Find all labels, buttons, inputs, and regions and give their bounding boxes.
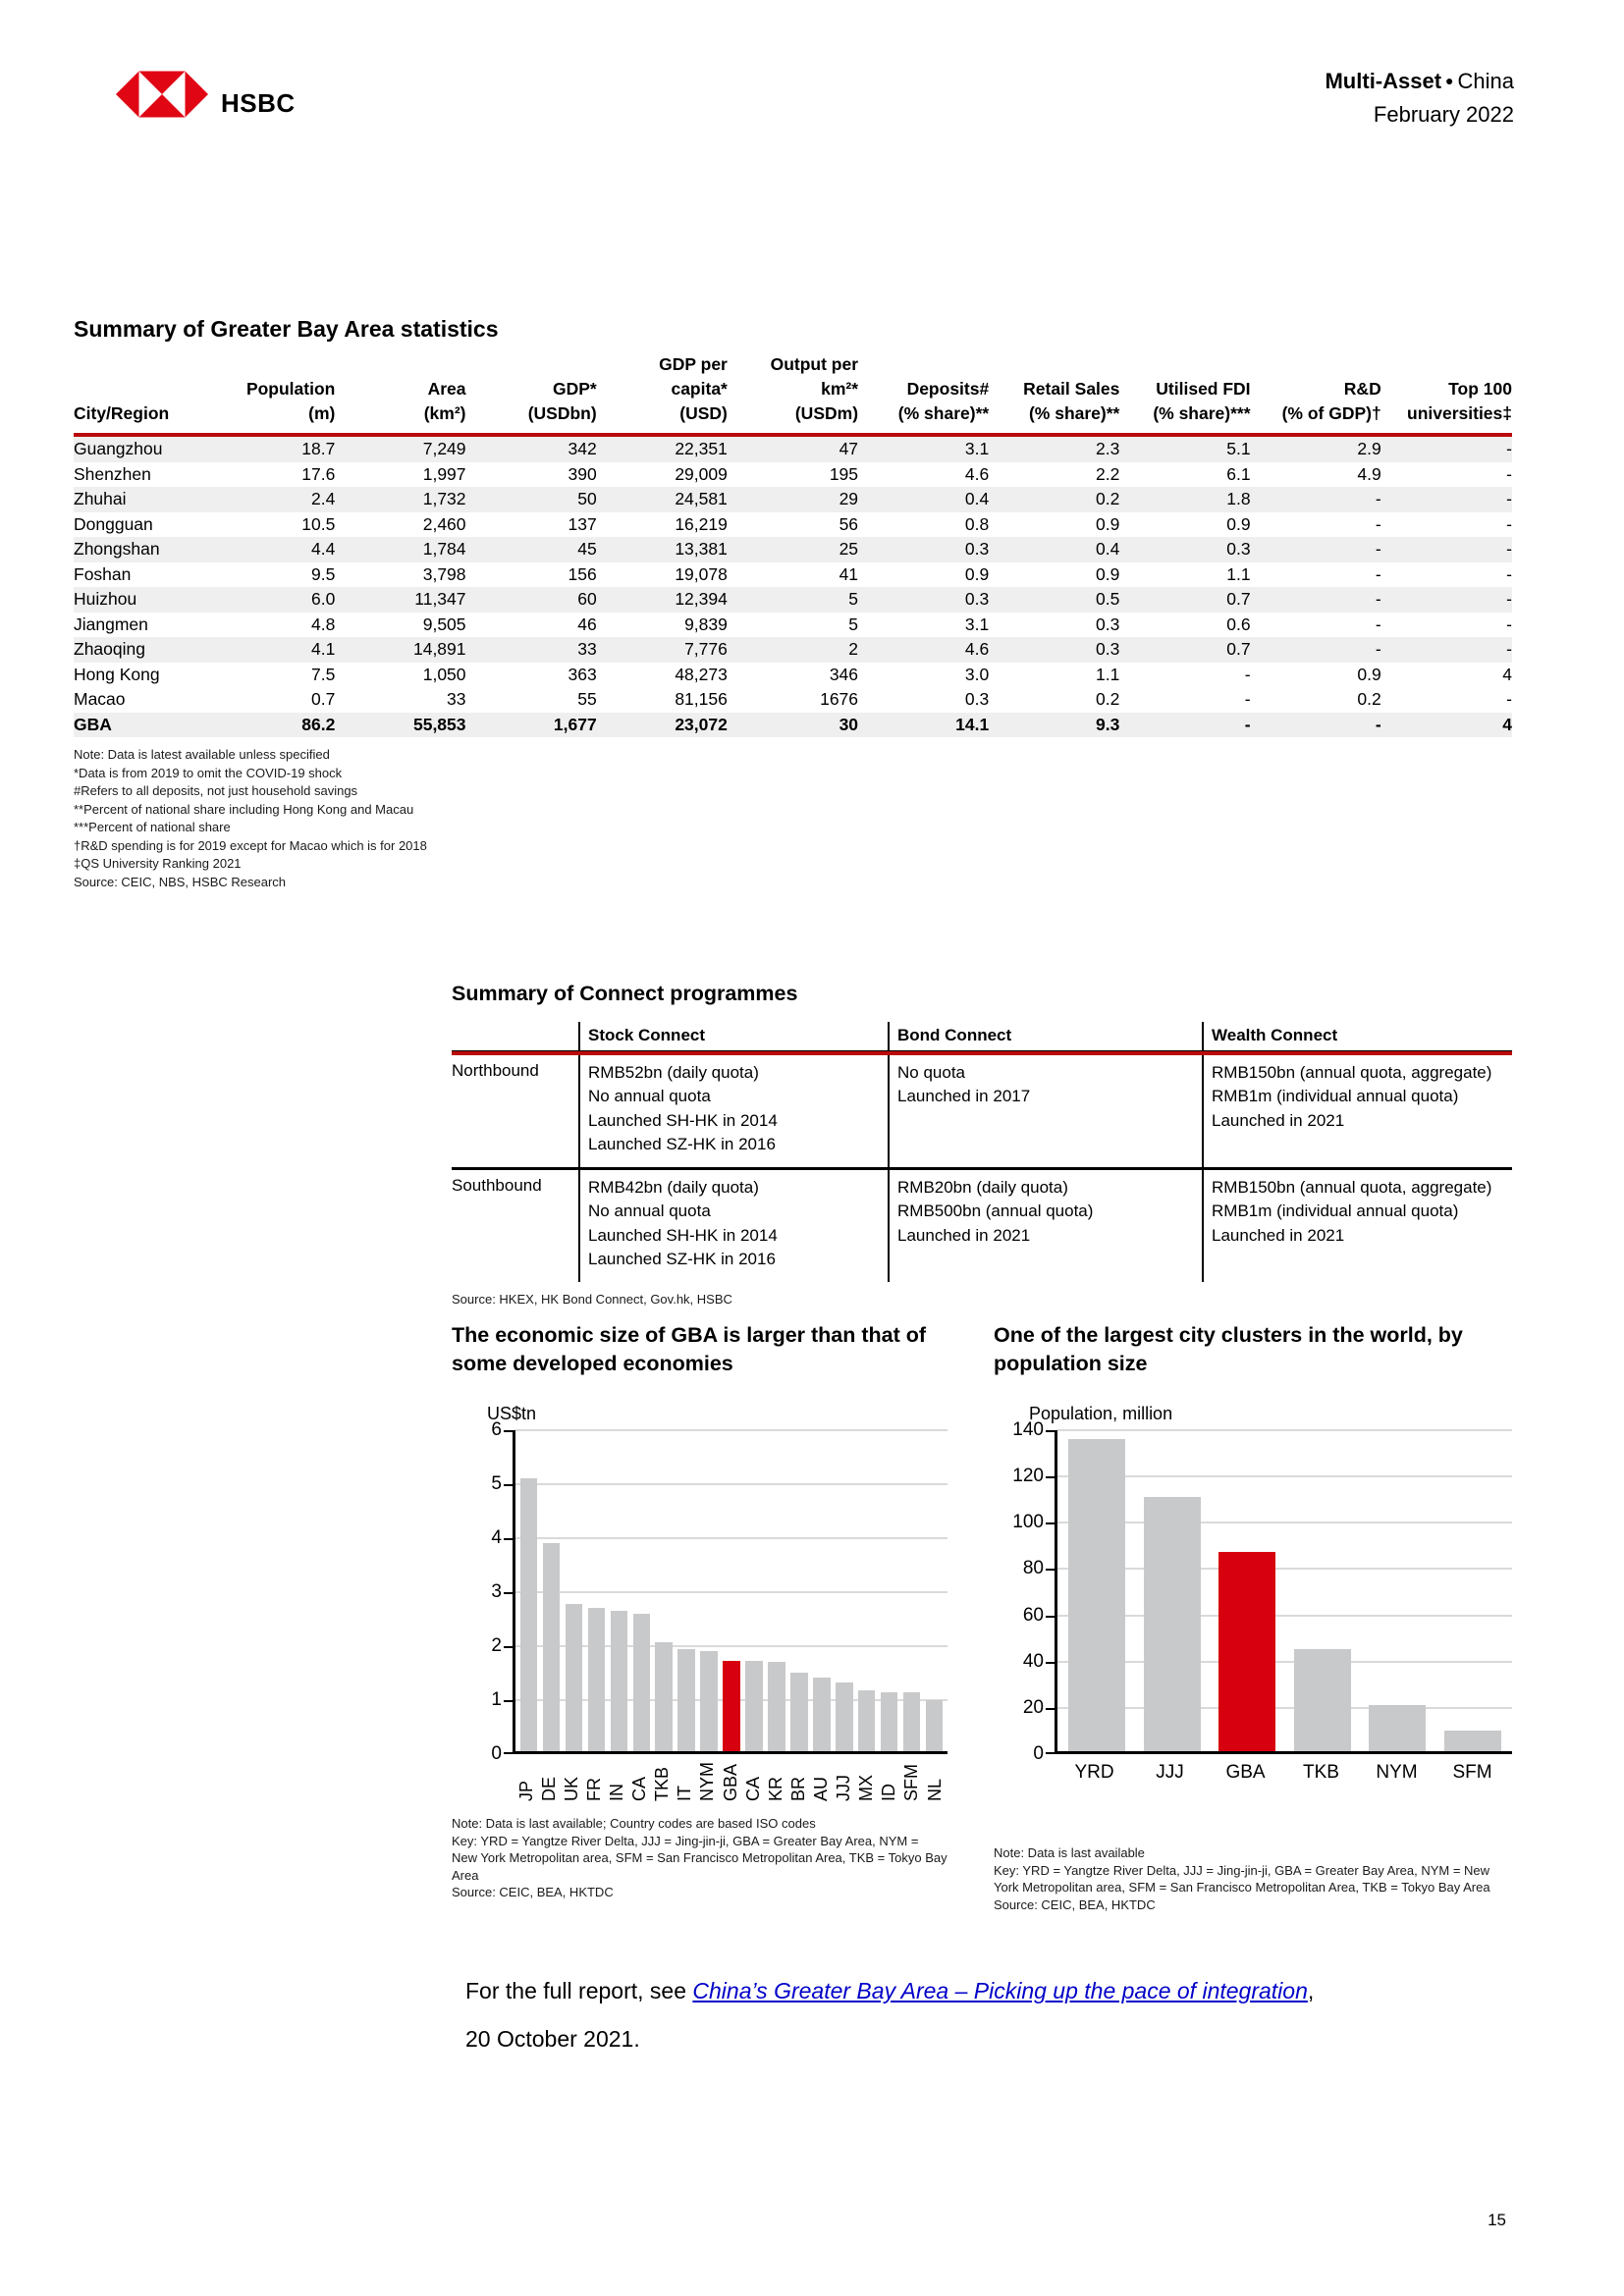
population-comparison-chart: [994, 1321, 1512, 1913]
x-axis-labels: [513, 1754, 947, 1801]
y-tick-label: 4: [491, 1527, 502, 1548]
stats-column-header: Retail Sales (% share)**: [1023, 379, 1120, 423]
footnote-line: ‡QS University Ranking 2021: [74, 856, 242, 871]
footnote-line: *Data is from 2019 to omit the COVID-19 shock: [74, 765, 343, 780]
footnote-line: ***Percent of national share: [74, 820, 231, 834]
y-tick-mark: [504, 1538, 513, 1540]
stats-row: Huizhou 6.0 11,347 60 12,394 5 0.3 0.5 0.7 - -: [74, 587, 1512, 613]
bar-in: [611, 1611, 627, 1751]
y-tick-mark: [504, 1484, 513, 1486]
bar-fr: [588, 1608, 605, 1751]
chart-key-line: Key: YRD = Yangtze River Delta, JJJ = Jing-jin-ji, GBA = Greater Bay Area, NYM = New York Metropolitan area, SFM = San Francisco Metropolitan Area, TKB = Tokyo Bay Area: [994, 1862, 1490, 1895]
bar-tkb: [1294, 1649, 1351, 1751]
bar-nym: [1369, 1705, 1426, 1751]
stats-column-header: Deposits# (% share)**: [897, 379, 990, 423]
bar-ca: [745, 1661, 762, 1751]
y-tick-mark: [1046, 1569, 1055, 1571]
connect-cell-bond: RMB20bn (daily quota) RMB500bn (annual quota) Launched in 2021: [889, 1168, 1203, 1282]
footnote-line: **Percent of national share including Hong Kong and Macau: [74, 801, 414, 817]
bar-jjj: [1144, 1497, 1201, 1751]
x-tick-label: GBA: [1225, 1762, 1266, 1783]
bar-de: [543, 1543, 560, 1751]
x-tick-label: MX: [856, 1775, 877, 1801]
stats-footnotes: [74, 746, 1512, 891]
x-tick-label: NYM: [1376, 1762, 1418, 1783]
stats-table-title: Summary of Greater Bay Area statistics: [74, 316, 499, 342]
stats-row: Hong Kong 7.5 1,050 363 48,273 346 3.0 1.1 - 0.9 4: [74, 664, 1512, 684]
report-ref-suffix: ,: [1307, 1978, 1315, 2003]
stats-header-row: [74, 352, 1512, 435]
stats-row: Foshan 9.5 3,798 156 19,078 41 0.9 0.9 1.1 - -: [74, 563, 1512, 584]
stats-row: Macao 0.7 33 55 81,156 1676 0.3 0.2 - 0.2 -: [74, 689, 1512, 709]
stats-column-header: GDP per capita* (USD): [659, 354, 728, 423]
x-tick-label: NYM: [697, 1762, 718, 1801]
bar-tkb: [655, 1642, 672, 1751]
y-tick-label: 3: [491, 1581, 502, 1602]
x-tick-label: JJJ: [1156, 1762, 1184, 1783]
gba-statistics-table: [74, 352, 1512, 737]
y-tick-label: 1: [491, 1689, 502, 1710]
stats-row: Jiangmen 4.8 9,505 46 9,839 5 3.1 0.3 0.6 - -: [74, 614, 1512, 634]
stats-column-header: Utilised FDI (% share)***: [1153, 379, 1251, 423]
bar-jp: [520, 1478, 537, 1751]
connect-cell-stock: RMB42bn (daily quota) No annual quota Launched SH-HK in 2014 Launched SZ-HK in 2016: [579, 1168, 889, 1282]
x-tick-label: JJJ: [834, 1775, 854, 1801]
bar-sfm: [903, 1692, 920, 1752]
y-tick-mark: [504, 1646, 513, 1648]
bar-plot-area: [1012, 1419, 1512, 1764]
connect-table-title: Summary of Connect programmes: [452, 982, 798, 1005]
x-tick-label: NL: [924, 1778, 945, 1801]
connect-row-northbound: [452, 1055, 1512, 1169]
footnote-line: Note: Data is latest available unless specified: [74, 747, 330, 762]
separator-bullet: ●: [1445, 73, 1454, 88]
chart-footnote: [452, 1815, 947, 1901]
bar-it: [677, 1649, 694, 1752]
x-tick-label: KR: [765, 1776, 785, 1801]
bar-plot-area: [491, 1419, 947, 1764]
hsbc-wordmark: HSBC: [221, 88, 296, 118]
x-tick-label: AU: [810, 1776, 831, 1801]
bar-mx: [858, 1690, 875, 1751]
connect-row-label: Northbound: [452, 1060, 539, 1080]
x-tick-label: BR: [787, 1776, 808, 1801]
x-tick-label: FR: [583, 1778, 604, 1801]
y-tick-label: 60: [1022, 1604, 1044, 1626]
x-tick-label: JP: [515, 1780, 536, 1801]
page-number: 15: [1488, 2211, 1506, 2229]
stats-column-header: Population (m): [245, 379, 336, 423]
y-tick-mark: [1046, 1476, 1055, 1478]
connect-source: Source: HKEX, HK Bond Connect, Gov.hk, HSBC: [452, 1291, 732, 1307]
chart-title: One of the largest city clusters in the world, by population size: [994, 1323, 1463, 1375]
x-tick-label: TKB: [1303, 1762, 1339, 1783]
bar-id: [881, 1692, 897, 1752]
bar-sfm: [1444, 1731, 1501, 1751]
x-tick-label: DE: [538, 1776, 559, 1801]
report-category: [1325, 69, 1514, 94]
connect-header-row: [452, 1022, 1512, 1051]
y-tick-label: 140: [1012, 1419, 1044, 1440]
chart-key-line: Key: YRD = Yangtze River Delta, JJJ = Jing-jin-ji, GBA = Greater Bay Area, NYM = New York Metropolitan area, SFM = San Francisco Metropolitan Area, TKB = Tokyo Bay Area: [452, 1833, 947, 1883]
y-tick-mark: [504, 1592, 513, 1594]
x-tick-label: CA: [629, 1776, 650, 1801]
y-tick-mark: [1046, 1662, 1055, 1664]
chart-note-line: Note: Data is last available; Country codes are based ISO codes: [452, 1816, 816, 1831]
x-tick-label: ID: [879, 1784, 899, 1801]
connect-cell-wealth: RMB150bn (annual quota, aggregate) RMB1m (individual annual quota) Launched in 2021: [1203, 1168, 1512, 1282]
connect-row-label: Southbound: [452, 1168, 579, 1282]
chart-title: The economic size of GBA is larger than that of some developed economies: [452, 1323, 927, 1375]
y-tick-label: 0: [491, 1743, 502, 1764]
stats-total-row: GBA 86.2 55,853 1,677 23,072 30 14.1 9.3 - - 4: [74, 713, 1512, 738]
y-tick-mark: [504, 1700, 513, 1702]
connect-programmes-table: [452, 1022, 1512, 1282]
chart-footnote: [994, 1844, 1512, 1913]
gdp-comparison-chart: [452, 1321, 947, 1901]
chart-note-line: Note: Data is last available: [994, 1845, 1145, 1860]
y-tick-label: 5: [491, 1473, 502, 1494]
hsbc-logo: [116, 71, 296, 123]
bar-yrd: [1068, 1439, 1125, 1751]
y-tick-mark: [504, 1752, 513, 1754]
connect-cell-wealth: RMB150bn (annual quota, aggregate) RMB1m (individual annual quota) Launched in 2021: [1203, 1055, 1512, 1169]
chart-source-line: Source: CEIC, BEA, HKTDC: [994, 1896, 1156, 1912]
stats-column-header: Area (km²): [423, 379, 466, 423]
bar-au: [813, 1678, 830, 1751]
y-tick-mark: [1046, 1616, 1055, 1618]
y-tick-label: 0: [1033, 1743, 1044, 1764]
y-tick-label: 80: [1022, 1558, 1044, 1579]
x-tick-label: IN: [606, 1784, 626, 1801]
stats-column-header: City/Region: [74, 403, 170, 423]
bar-nl: [926, 1700, 943, 1751]
y-tick-label: 6: [491, 1419, 502, 1440]
connect-column-header: Wealth Connect: [1203, 1022, 1512, 1051]
y-tick-label: 100: [1012, 1512, 1044, 1533]
bar-br: [790, 1673, 807, 1751]
stats-row: Dongguan 10.5 2,460 137 16,219 56 0.8 0.9 0.9 - -: [74, 513, 1512, 534]
report-ref-date: 20 October 2021.: [465, 2026, 640, 2052]
stats-row: Zhongshan 4.4 1,784 45 13,381 25 0.3 0.4 0.3 - -: [74, 537, 1512, 562]
bar-jjj: [836, 1682, 852, 1751]
connect-column-header: Bond Connect: [889, 1022, 1203, 1051]
stats-column-header: Output per km²* (USDm): [770, 354, 859, 423]
connect-column-header: Stock Connect: [579, 1022, 889, 1051]
y-tick-mark: [1046, 1708, 1055, 1710]
bar-uk: [566, 1604, 582, 1751]
x-tick-label: SFM: [901, 1764, 922, 1801]
bars-group: [515, 1430, 947, 1751]
x-tick-label: GBA: [720, 1763, 740, 1801]
bars-group: [1057, 1430, 1512, 1751]
stats-row: Guangzhou 18.7 7,249 342 22,351 47 3.1 2.3 5.1 2.9 -: [74, 435, 1512, 462]
stats-row: Zhuhai 2.4 1,732 50 24,581 29 0.4 0.2 1.8 - -: [74, 487, 1512, 512]
connect-programmes-section: [452, 982, 1512, 1307]
connect-column-header: [452, 1022, 579, 1051]
y-tick-mark: [1046, 1752, 1055, 1754]
bar-nym: [700, 1651, 717, 1751]
y-tick-mark: [504, 1430, 513, 1432]
x-tick-label: SFM: [1452, 1762, 1492, 1783]
y-axis-unit-label: Population, million: [1029, 1404, 1173, 1423]
x-tick-label: TKB: [652, 1766, 673, 1801]
y-tick-mark: [1046, 1430, 1055, 1432]
stats-column-header: GDP* (USDbn): [527, 379, 597, 423]
x-tick-label: UK: [561, 1776, 581, 1801]
bar-kr: [768, 1662, 785, 1751]
y-tick-label: 40: [1022, 1650, 1044, 1672]
header-meta: [1325, 69, 1514, 128]
footnote-line: #Refers to all deposits, not just household savings: [74, 783, 358, 798]
stats-row: Shenzhen 17.6 1,997 390 29,009 195 4.6 2.2 6.1 4.9 -: [74, 463, 1512, 484]
bar-ca: [633, 1614, 650, 1751]
y-tick-label: 20: [1022, 1696, 1044, 1718]
x-tick-label: CA: [742, 1776, 763, 1801]
stats-row: Zhaoqing 4.1 14,891 33 7,776 2 4.6 0.3 0.7 - -: [74, 637, 1512, 663]
connect-cell-stock: RMB52bn (daily quota) No annual quota Launched SH-HK in 2014 Launched SZ-HK in 2016: [579, 1055, 889, 1169]
chart-source-line: Source: CEIC, BEA, HKTDC: [452, 1885, 614, 1899]
bar-gba: [1218, 1552, 1275, 1751]
x-axis-labels: [1055, 1754, 1512, 1784]
x-tick-label: IT: [675, 1786, 695, 1801]
region-label: China: [1457, 69, 1514, 93]
x-tick-label: YRD: [1074, 1762, 1114, 1783]
hsbc-hexagon-icon: [116, 71, 208, 123]
footnote-line: †R&D spending is for 2019 except for Macao which is for 2018: [74, 837, 427, 853]
full-report-reference: [465, 1975, 1428, 2055]
stats-column-header: R&D (% of GDP)†: [1281, 379, 1381, 423]
y-axis-unit-label: US$tn: [487, 1404, 537, 1423]
report-date: February 2022: [1373, 102, 1514, 127]
connect-row-southbound: [452, 1168, 1512, 1282]
y-tick-label: 2: [491, 1635, 502, 1656]
gba-statistics-section: [74, 316, 1512, 891]
connect-cell-bond: No quota Launched in 2017: [889, 1055, 1203, 1169]
stats-column-header: Top 100 universities‡: [1407, 379, 1512, 423]
bar-gba: [723, 1661, 739, 1751]
full-report-link[interactable]: China’s Greater Bay Area – Picking up the pace of integration: [692, 1978, 1308, 2003]
y-tick-label: 120: [1012, 1466, 1044, 1487]
footnote-line: Source: CEIC, NBS, HSBC Research: [74, 874, 287, 889]
y-tick-mark: [1046, 1522, 1055, 1524]
doc-type-label: Multi-Asset: [1325, 69, 1442, 93]
report-ref-prefix: For the full report, see: [465, 1978, 693, 2003]
